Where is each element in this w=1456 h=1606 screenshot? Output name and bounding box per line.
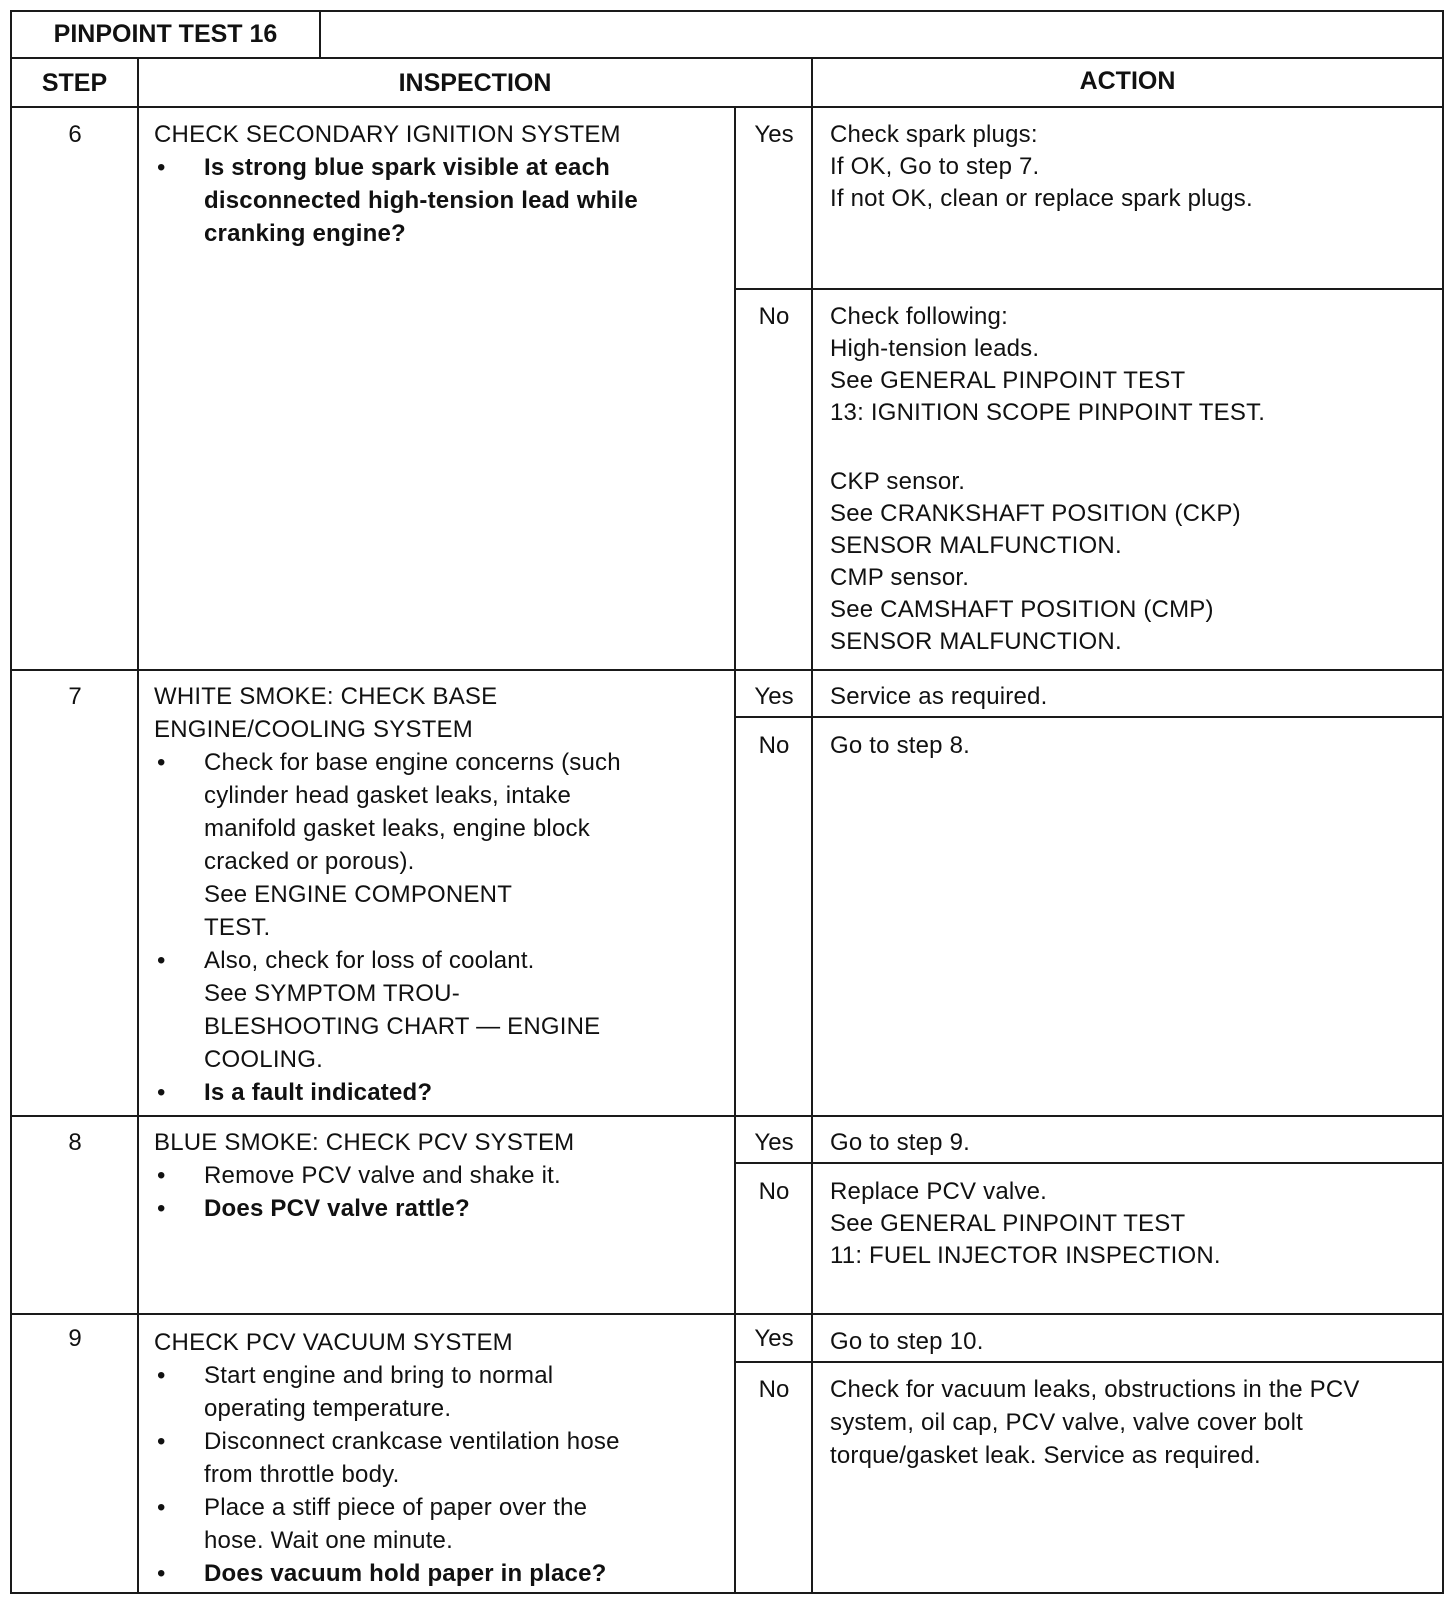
inspection-text: operating temperature. <box>204 1395 452 1422</box>
action-text: Go to step 8. <box>830 732 971 759</box>
yes-no-separator <box>734 288 1444 290</box>
inspection-column-header: INSPECTION <box>398 69 552 97</box>
action-text: system, oil cap, PCV valve, valve cover bolt <box>830 1409 1303 1436</box>
no-label: No <box>758 303 790 330</box>
inspection-text: Remove PCV valve and shake it. <box>204 1162 561 1189</box>
table-border-bottom <box>10 1592 1444 1594</box>
step-number: 7 <box>68 683 82 710</box>
table-border-top <box>10 10 1444 12</box>
action-text: Service as required. <box>830 683 1048 710</box>
action-text: SENSOR MALFUNCTION. <box>830 532 1122 559</box>
inspection-text: Disconnect crankcase ventilation hose <box>204 1428 620 1455</box>
bullet-icon: • <box>157 749 166 776</box>
no-label: No <box>758 1178 790 1205</box>
action-text: Check for vacuum leaks, obstructions in the PCV <box>830 1376 1360 1403</box>
inspection-question: Does vacuum hold paper in place? <box>204 1560 607 1587</box>
table-border-left <box>10 10 12 1594</box>
inspection-question: Is strong blue spark visible at each <box>204 154 611 181</box>
action-text: Check spark plugs: <box>830 121 1038 148</box>
action-text: See CAMSHAFT POSITION (CMP) <box>830 596 1214 623</box>
action-column-header: ACTION <box>1079 67 1176 95</box>
inspection-question: cranking engine? <box>204 220 406 247</box>
inspection-text: hose. Wait one minute. <box>204 1527 453 1554</box>
action-text: Go to step 9. <box>830 1129 971 1156</box>
table-border-right <box>1442 10 1444 1594</box>
action-text: SENSOR MALFUNCTION. <box>830 628 1122 655</box>
bullet-icon: • <box>157 1428 166 1455</box>
action-text: Replace PCV valve. <box>830 1178 1048 1205</box>
step-column-divider <box>137 57 139 1594</box>
yes-label: Yes <box>754 683 794 710</box>
row-separator <box>10 669 1444 671</box>
action-text: Go to step 10. <box>830 1328 984 1355</box>
inspection-text: See SYMPTOM TROU- <box>204 980 460 1007</box>
bullet-icon: • <box>157 947 166 974</box>
step-column-header: STEP <box>41 69 108 97</box>
pinpoint-test-title: PINPOINT TEST 16 <box>53 20 278 48</box>
inspection-heading: CHECK SECONDARY IGNITION SYSTEM <box>154 121 621 148</box>
yes-label: Yes <box>754 121 794 148</box>
yes-no-separator <box>734 1162 1444 1164</box>
yes-no-separator <box>734 716 1444 718</box>
bullet-icon: • <box>157 1560 166 1587</box>
inspection-heading: WHITE SMOKE: CHECK BASE <box>154 683 498 710</box>
inspection-text: from throttle body. <box>204 1461 400 1488</box>
inspection-text: BLESHOOTING CHART — ENGINE <box>204 1013 601 1040</box>
inspection-text: Check for base engine concerns (such <box>204 749 621 776</box>
bullet-icon: • <box>157 1362 166 1389</box>
inspection-text: manifold gasket leaks, engine block <box>204 815 590 842</box>
inspection-question: Does PCV valve rattle? <box>204 1195 470 1222</box>
action-text: If not OK, clean or replace spark plugs. <box>830 185 1253 212</box>
row-separator <box>10 1313 1444 1315</box>
inspection-question: disconnected high-tension lead while <box>204 187 638 214</box>
action-text: CMP sensor. <box>830 564 970 591</box>
inspection-text: Start engine and bring to normal <box>204 1362 554 1389</box>
header-bottom-line <box>10 106 1444 108</box>
yes-label: Yes <box>754 1325 794 1352</box>
bullet-icon: • <box>157 1494 166 1521</box>
title-divider <box>319 10 321 58</box>
no-label: No <box>758 732 790 759</box>
action-text: See GENERAL PINPOINT TEST <box>830 367 1186 394</box>
inspection-text: TEST. <box>204 914 271 941</box>
no-label: No <box>758 1376 790 1403</box>
row-separator <box>10 1115 1444 1117</box>
action-text: 11: FUEL INJECTOR INSPECTION. <box>830 1242 1221 1269</box>
yes-no-separator <box>734 1361 1444 1363</box>
bullet-icon: • <box>157 1195 166 1222</box>
step-number: 8 <box>68 1129 82 1156</box>
action-text: See GENERAL PINPOINT TEST <box>830 1210 1186 1237</box>
inspection-text: Also, check for loss of coolant. <box>204 947 535 974</box>
bullet-icon: • <box>157 1079 166 1106</box>
step-number: 9 <box>68 1325 82 1352</box>
inspection-heading: CHECK PCV VACUUM SYSTEM <box>154 1329 513 1356</box>
inspection-text: cracked or porous). <box>204 848 415 875</box>
title-bottom-line <box>10 57 1444 59</box>
action-text: If OK, Go to step 7. <box>830 153 1040 180</box>
step-number: 6 <box>68 121 82 148</box>
action-text: torque/gasket leak. Service as required. <box>830 1442 1261 1469</box>
inspection-text: COOLING. <box>204 1046 323 1073</box>
action-text: Check following: <box>830 303 1008 330</box>
inspection-question: Is a fault indicated? <box>204 1079 433 1106</box>
bullet-icon: • <box>157 154 166 181</box>
inspection-text: Place a stiff piece of paper over the <box>204 1494 588 1521</box>
action-text: 13: IGNITION SCOPE PINPOINT TEST. <box>830 399 1266 426</box>
inspection-text: See ENGINE COMPONENT <box>204 881 513 908</box>
action-text: See CRANKSHAFT POSITION (CKP) <box>830 500 1241 527</box>
inspection-text: cylinder head gasket leaks, intake <box>204 782 572 809</box>
inspection-heading: ENGINE/COOLING SYSTEM <box>154 716 473 743</box>
inspection-heading: BLUE SMOKE: CHECK PCV SYSTEM <box>154 1129 575 1156</box>
yes-label: Yes <box>754 1129 794 1156</box>
bullet-icon: • <box>157 1162 166 1189</box>
action-text: CKP sensor. <box>830 468 966 495</box>
action-text: High-tension leads. <box>830 335 1040 362</box>
